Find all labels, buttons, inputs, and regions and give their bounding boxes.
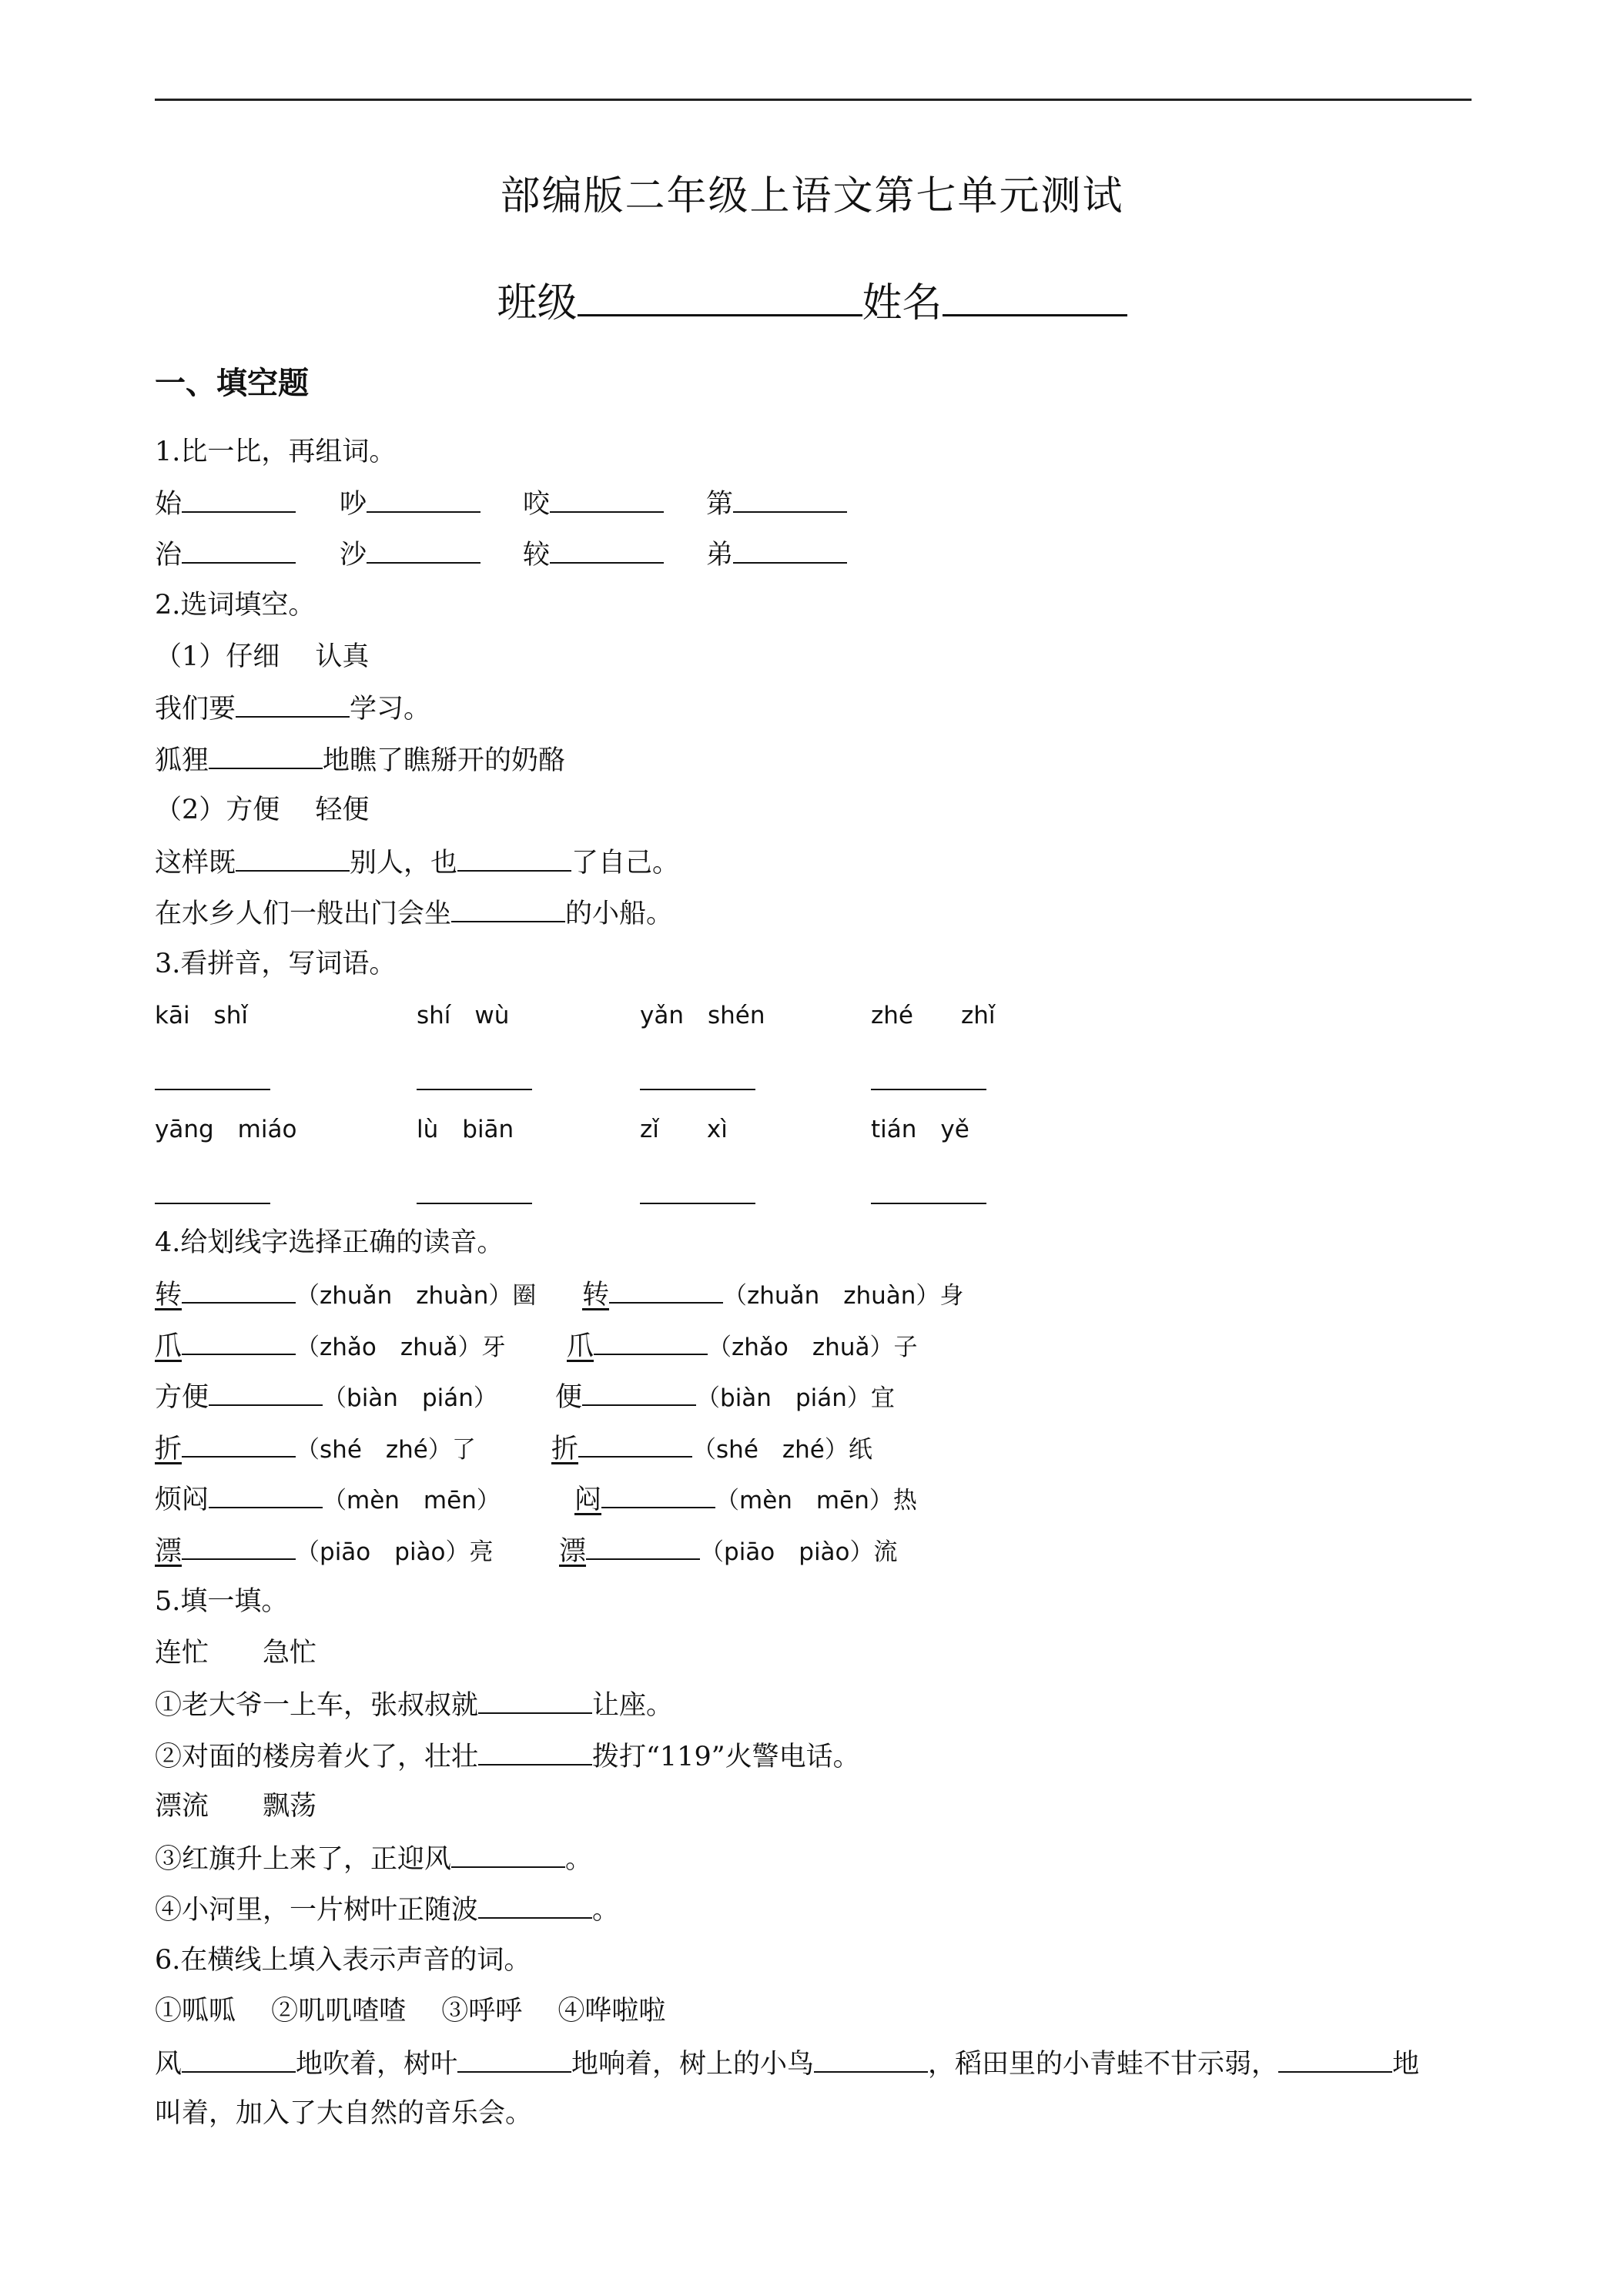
pinyin-options: （zhuǎn zhuàn）圈	[296, 1282, 537, 1310]
class-label: 班级	[497, 280, 578, 326]
q5-sentence3: ③红旗升上来了，正迎风 。	[155, 1840, 592, 1877]
q5-prompt: 5.填一填。	[155, 1586, 289, 1617]
q4-item	[574, 1481, 917, 1518]
word-prefix: 烦闷	[155, 1484, 209, 1515]
answer-blank[interactable]	[182, 1430, 296, 1458]
q5-words2: 漂流 飘荡	[155, 1791, 317, 1822]
q5-sentence4: ④小河里，一片树叶正随波 。	[155, 1891, 619, 1928]
q4-item	[155, 1378, 497, 1416]
q4-item	[155, 1430, 476, 1468]
q4-row	[155, 1532, 1472, 1568]
pinyin-options: （mèn mēn）热	[715, 1487, 917, 1514]
q2-sentence1: 我们要 学习。	[155, 690, 430, 727]
pinyin: shí wù	[417, 1002, 510, 1029]
q1-prompt: 1.比一比，再组词。	[155, 437, 397, 467]
answer-blank[interactable]	[582, 1378, 696, 1406]
pinyin-options: （zhǎo zhuǎ）子	[708, 1334, 918, 1361]
q6-paragraph-line1: 风 地吹着，树叶 地响着，树上的小鸟 ，稻田里的小青蛙不甘示弱， 地	[155, 2045, 1419, 2082]
answer-blank[interactable]	[478, 1738, 592, 1766]
answer-blank[interactable]	[609, 1276, 723, 1304]
pinyin-options: （mèn mēn）	[323, 1487, 501, 1514]
underlined-char: 折	[155, 1434, 182, 1464]
answer-blank[interactable]	[733, 485, 847, 513]
q4-row	[155, 1430, 1472, 1465]
answer-blank[interactable]	[155, 1201, 270, 1204]
q4-item	[567, 1327, 917, 1365]
pinyin: kāi shǐ	[155, 1002, 248, 1029]
char: 治	[155, 540, 182, 571]
answer-blank[interactable]	[586, 1532, 700, 1560]
word-prefix: 便	[555, 1382, 583, 1413]
answer-blank[interactable]	[155, 1087, 270, 1090]
pinyin: lù biān	[417, 1116, 514, 1143]
q4-row	[155, 1378, 1472, 1414]
q6-options: ①呱呱 ②叽叽喳喳 ③呼呼 ④哗啦啦	[155, 1996, 666, 2027]
answer-blank[interactable]	[478, 1891, 592, 1919]
pinyin-options: （biàn pián）	[323, 1384, 497, 1412]
answer-blank[interactable]	[871, 1087, 986, 1090]
word-prefix: 方便	[155, 1382, 209, 1413]
pinyin-options: （shé zhé）了	[296, 1436, 476, 1464]
answer-blank[interactable]	[182, 1532, 296, 1560]
answer-blank[interactable]	[640, 1087, 755, 1090]
pinyin-options: （piāo piào）流	[700, 1538, 898, 1566]
answer-blank[interactable]	[550, 536, 664, 564]
answer-blank[interactable]	[367, 536, 481, 564]
q1-row2	[155, 536, 1472, 571]
answer-blank[interactable]	[601, 1481, 715, 1508]
q4-item	[559, 1532, 898, 1570]
name-label: 姓名	[862, 280, 943, 326]
q2-group2: （2）方便 轻便	[155, 795, 370, 825]
underlined-char: 闷	[574, 1484, 602, 1515]
q4-item	[155, 1327, 505, 1365]
q4-item	[155, 1532, 494, 1570]
answer-blank[interactable]	[182, 2045, 296, 2073]
q2-sentence3: 这样既 别人，也 了自己。	[155, 844, 679, 881]
q4-prompt: 4.给划线字选择正确的读音。	[155, 1227, 504, 1258]
answer-blank[interactable]	[733, 536, 847, 564]
q2-prompt: 2.选词填空。	[155, 590, 316, 621]
answer-blank[interactable]	[457, 2045, 571, 2073]
pinyin: yǎn shén	[640, 1002, 765, 1029]
q2-sentence4: 在水乡人们一般出门会坐 的小船。	[155, 895, 673, 932]
q4-row	[155, 1276, 1472, 1311]
student-info	[0, 274, 1624, 330]
q6-paragraph-line2: 叫着，加入了大自然的音乐会。	[155, 2098, 533, 2129]
name-blank[interactable]	[943, 274, 1127, 316]
char: 第	[706, 489, 734, 520]
q3-blanks-row2	[155, 1169, 1472, 1204]
answer-blank[interactable]	[367, 485, 481, 513]
answer-blank[interactable]	[640, 1201, 755, 1204]
q2-group1: （1）仔细 认真	[155, 641, 370, 672]
q5-sentence1: ①老大爷一上车，张叔叔就 让座。	[155, 1686, 673, 1723]
pinyin: tián yě	[871, 1116, 969, 1143]
q5-words1: 连忙 急忙	[155, 1638, 317, 1668]
answer-blank[interactable]	[457, 844, 571, 872]
underlined-char: 转	[155, 1280, 182, 1310]
q4-item	[551, 1430, 872, 1468]
answer-blank[interactable]	[814, 2045, 928, 2073]
answer-blank[interactable]	[182, 536, 296, 564]
q3-pinyin-row2	[155, 1112, 1472, 1147]
q3-blanks-row1	[155, 1055, 1472, 1090]
q4-row	[155, 1327, 1472, 1363]
q6-prompt: 6.在横线上填入表示声音的词。	[155, 1945, 531, 1976]
answer-blank[interactable]	[871, 1201, 986, 1204]
underlined-char: 爪	[567, 1331, 594, 1362]
q3-pinyin-row1	[155, 998, 1472, 1033]
answer-blank[interactable]	[182, 1327, 296, 1355]
class-blank[interactable]	[578, 274, 862, 316]
char: 沙	[340, 540, 367, 571]
underlined-char: 漂	[559, 1536, 587, 1567]
answer-blank[interactable]	[417, 1201, 532, 1204]
q4-item	[582, 1276, 963, 1314]
answer-blank[interactable]	[209, 1378, 323, 1406]
answer-blank[interactable]	[451, 895, 565, 922]
pinyin: yāng miáo	[155, 1116, 297, 1143]
top-rule	[155, 99, 1472, 101]
q4-item	[555, 1378, 895, 1416]
answer-blank[interactable]	[578, 1430, 692, 1458]
underlined-char: 折	[551, 1434, 579, 1464]
underlined-char: 漂	[155, 1536, 182, 1567]
answer-blank[interactable]	[417, 1087, 532, 1090]
answer-blank[interactable]	[209, 1481, 323, 1508]
char: 吵	[340, 489, 367, 520]
answer-blank[interactable]	[209, 741, 323, 769]
underlined-char: 爪	[155, 1331, 182, 1362]
answer-blank[interactable]	[451, 1840, 565, 1868]
answer-blank[interactable]	[478, 1686, 592, 1714]
pinyin-options: （biàn pián）宜	[696, 1384, 895, 1412]
char: 始	[155, 489, 182, 520]
answer-blank[interactable]	[236, 690, 350, 718]
answer-blank[interactable]	[594, 1327, 708, 1355]
q4-item	[155, 1276, 536, 1314]
pinyin-options: （piāo piào）亮	[296, 1538, 494, 1566]
answer-blank[interactable]	[182, 485, 296, 513]
q3-prompt: 3.看拼音，写词语。	[155, 949, 397, 979]
page-title: 部编版二年级上语文第七单元测试	[500, 173, 1124, 219]
pinyin: zhé zhǐ	[871, 1002, 996, 1029]
answer-blank[interactable]	[1278, 2045, 1392, 2073]
q4-item	[155, 1481, 501, 1518]
q5-sentence2: ②对面的楼房着火了，壮壮 拨打“119”火警电话。	[155, 1738, 860, 1775]
pinyin-options: （shé zhé）纸	[692, 1436, 872, 1464]
q1-row1	[155, 485, 1472, 520]
underlined-char: 转	[582, 1280, 610, 1310]
pinyin-options: （zhǎo zhuǎ）牙	[296, 1334, 506, 1361]
answer-blank[interactable]	[550, 485, 664, 513]
char: 咬	[523, 489, 551, 520]
section-heading: 一、填空题	[155, 366, 309, 401]
answer-blank[interactable]	[236, 844, 350, 872]
char: 弟	[706, 540, 734, 571]
pinyin-options: （zhuǎn zhuàn）身	[723, 1282, 964, 1310]
q2-sentence2: 狐狸 地瞧了瞧掰开的奶酪	[155, 741, 565, 778]
q4-row	[155, 1481, 1472, 1516]
pinyin: zǐ xì	[640, 1116, 728, 1143]
char: 较	[523, 540, 551, 571]
answer-blank[interactable]	[182, 1276, 296, 1304]
